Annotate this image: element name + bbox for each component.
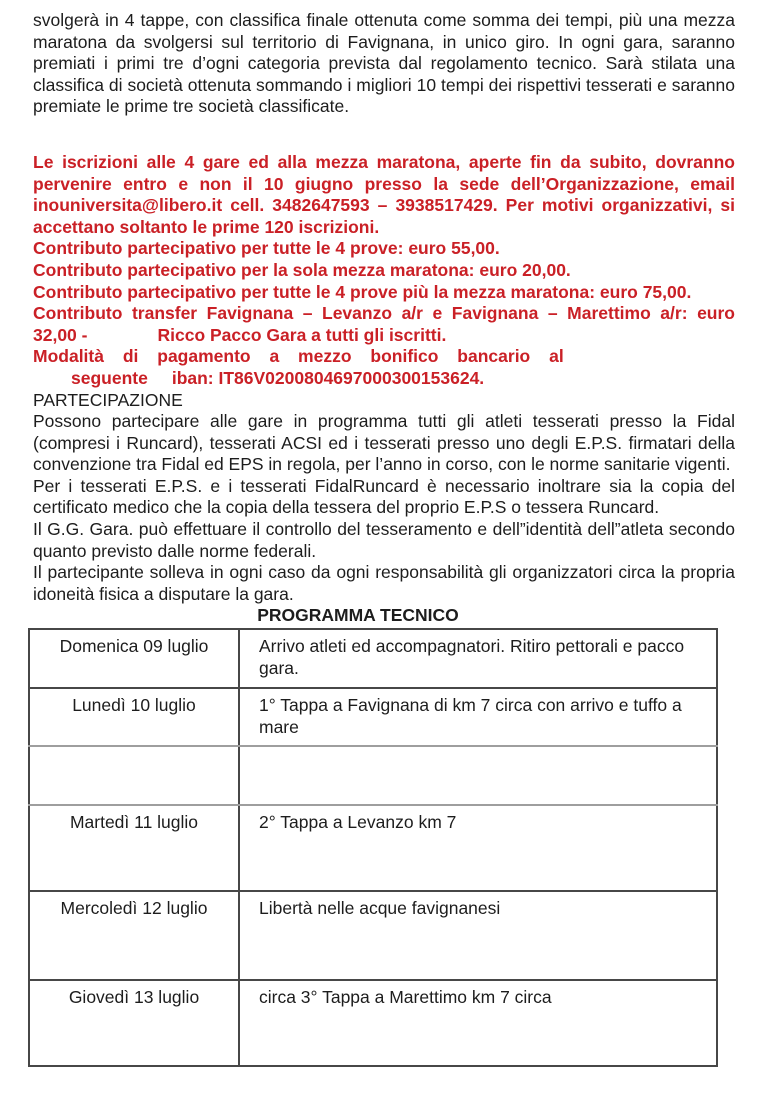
- transfer-pack-line: [33, 325, 735, 347]
- day-cell: [29, 746, 239, 805]
- table-row-empty: [29, 746, 717, 805]
- table-row: [29, 805, 717, 891]
- registration-notice: Le iscrizioni alle 4 gare ed alla mezza maratona, aperte fin da subito, dovranno pervenire entro e non il 10 giugno presso la sede dell’Organizzazione, email inouniversita@libero.it cell. 3482647593 – 3938517429. Per motivi organizzativi, si accettano soltanto le prime 120 iscrizioni.: [33, 151, 735, 237]
- table-row: [29, 891, 717, 980]
- fee-half-marathon: Contributo partecipativo per la sola mezza maratona: euro 20,00.: [33, 259, 571, 280]
- program-title: PROGRAMMA TECNICO: [257, 605, 459, 626]
- day-cell: Mercoledì 12 luglio: [29, 891, 239, 980]
- transfer-amount: 32,00 -: [33, 324, 88, 345]
- payment-iban-line: [33, 368, 735, 390]
- table-row: [29, 980, 717, 1066]
- race-pack-note: Ricco Pacco Gara a tutti gli iscritti.: [157, 324, 447, 345]
- program-table: [28, 628, 718, 1067]
- iban-value: iban: IT86V0200804697000300153624.: [171, 367, 485, 388]
- participation-section: [33, 390, 735, 606]
- participation-paragraph-2: Per i tesserati E.P.S. e i tesserati FidalRuncard è necessario inoltrare sia la copia del certificato medico che la copia della tessera del proprio E.P.S o tessera Runcard.: [33, 475, 735, 518]
- liability-paragraph: Il partecipante solleva in ogni caso da ogni responsabilità gli organizzatori circa la propria idoneità fisica a disputare la gara.: [33, 562, 735, 604]
- table-row: [29, 688, 717, 746]
- description-cell: [239, 746, 717, 805]
- description-cell: Libertà nelle acque favignanesi: [239, 891, 717, 980]
- registration-section: [33, 152, 735, 390]
- participation-heading: PARTECIPAZIONE: [33, 389, 183, 410]
- day-cell: Martedì 11 luglio: [29, 805, 239, 891]
- day-cell: Giovedì 13 luglio: [29, 980, 239, 1066]
- day-cell: Domenica 09 luglio: [29, 629, 239, 688]
- intro-paragraph: svolgerà in 4 tappe, con classifica finale ottenuta come somma dei tempi, più una mezza maratona da svolgersi sul territorio di Favignana, in unico giro. In ogni gara, saranno premiati i primi tre d’ogni categoria prevista dal regolamento tecnico. Sarà stilata una classifica di società ottenuta sommando i migliori 10 tempi dei rispettivi tesserati e saranno premiate le prime tre società classificate.: [33, 10, 735, 117]
- fee-all-races: Contributo partecipativo per tutte le 4 prove: euro 55,00.: [33, 238, 500, 259]
- description-cell: 2° Tappa a Levanzo km 7: [239, 805, 717, 891]
- participation-paragraph-1: Possono partecipare alle gare in programma tutti gli atleti tesserati presso la Fidal (compresi i Runcard), tesserati ACSI ed i tesserati presso uno degli E.P.S. firmatari della convenzione tra Fidal ed EPS in regola, per l’anno in corso, con le norme sanitarie vigenti.: [33, 411, 735, 475]
- description-cell: circa 3° Tappa a Marettimo km 7 circa: [239, 980, 717, 1066]
- payment-line2-word: seguente: [71, 367, 148, 388]
- day-cell: Lunedì 10 luglio: [29, 688, 239, 746]
- payment-method-line: Modalità di pagamento a mezzo bonifico bancario al: [33, 346, 564, 367]
- fee-combo: Contributo partecipativo per tutte le 4 prove più la mezza maratona: euro 75,00.: [33, 281, 692, 302]
- table-row: [29, 629, 717, 688]
- transfer-fee-line: Contributo transfer Favignana – Levanzo a/r e Favignana – Marettimo a/r: euro: [33, 303, 735, 324]
- description-cell: 1° Tappa a Favignana di km 7 circa con arrivo e tuffo a mare: [239, 688, 717, 746]
- description-cell: Arrivo atleti ed accompagnatori. Ritiro pettorali e pacco gara.: [239, 629, 717, 688]
- participation-paragraph-3: Il G.G. Gara. può effettuare il controllo del tesseramento e dell”identità dell”atleta secondo quanto previsto dalle norme federali.: [33, 519, 735, 561]
